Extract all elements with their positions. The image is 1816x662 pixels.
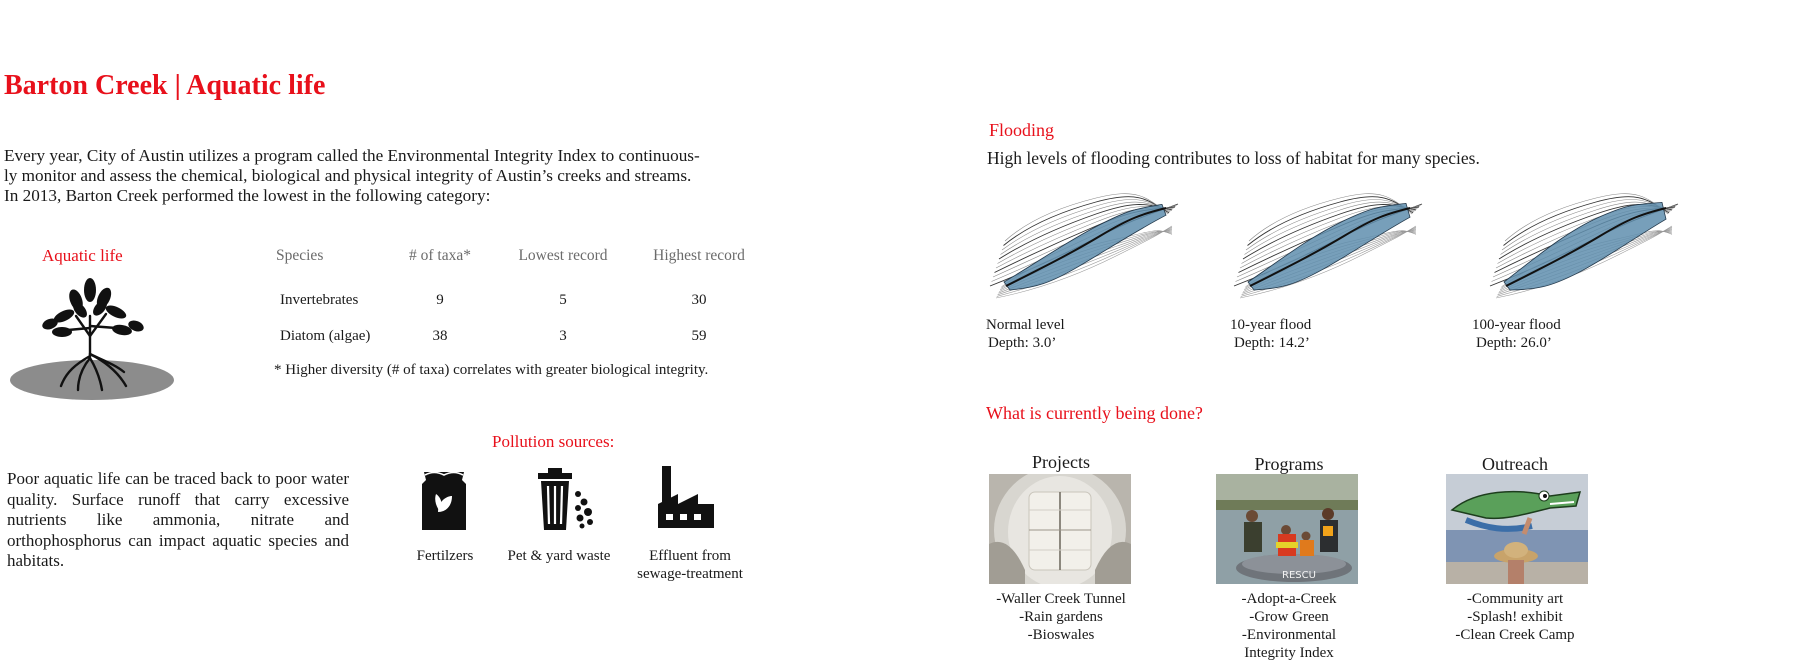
list-item: -Adopt-a-Creek bbox=[1241, 591, 1337, 607]
factory-icon bbox=[654, 464, 718, 534]
intro-paragraph bbox=[4, 146, 750, 186]
list-item: -Splash! exhibit bbox=[1467, 609, 1563, 625]
programs-photo bbox=[1216, 474, 1358, 584]
table-cell: Invertebrates bbox=[280, 292, 359, 308]
map-name: 10-year flood bbox=[1230, 317, 1312, 333]
list-item: -Bioswales bbox=[1027, 627, 1095, 643]
aquatic-life-label: Aquatic life bbox=[42, 246, 123, 265]
effluent-label bbox=[620, 547, 760, 583]
fertilizer-bag-icon bbox=[416, 466, 472, 536]
projects-list bbox=[988, 590, 1134, 644]
intro-line-3: In 2013, Barton Creek performed the lowest in the following category: bbox=[4, 186, 491, 205]
programs-heading: Programs bbox=[1254, 454, 1324, 474]
effluent-label-line-2: sewage-treatment bbox=[637, 566, 743, 582]
table-cell: Diatom (algae) bbox=[280, 328, 371, 344]
map-label-normal bbox=[986, 316, 1065, 352]
flooding-title: Flooding bbox=[989, 120, 1055, 140]
effluent-label-line-1: Effluent from bbox=[649, 548, 731, 564]
table-cell: 3 bbox=[559, 328, 567, 344]
table-footnote: * Higher diversity (# of taxa) correlates with greater biological integrity. bbox=[274, 362, 709, 378]
pollution-title: Pollution sources: bbox=[492, 432, 615, 451]
map-name: Normal level bbox=[986, 317, 1065, 333]
projects-photo bbox=[989, 474, 1131, 584]
table-header-highest: Highest record bbox=[653, 247, 745, 264]
map-depth: Depth: 3.0’ bbox=[988, 335, 1057, 351]
pet-yard-waste-label: Pet & yard waste bbox=[507, 548, 611, 564]
flood-map-normal bbox=[986, 186, 1182, 302]
outreach-photo bbox=[1446, 474, 1588, 584]
svg-text:RESCU: RESCU bbox=[1282, 570, 1316, 581]
fertilizer-label: Fertilzers bbox=[416, 548, 474, 564]
table-header-taxa: # of taxa* bbox=[409, 247, 471, 264]
flood-map-10-year bbox=[1230, 186, 1426, 302]
list-item: Integrity Index bbox=[1244, 645, 1334, 661]
list-item: -Environmental bbox=[1241, 627, 1337, 643]
table-header-lowest: Lowest record bbox=[518, 247, 608, 264]
table-cell: 59 bbox=[691, 328, 707, 344]
list-item: -Waller Creek Tunnel bbox=[996, 591, 1126, 607]
programs-list bbox=[1216, 590, 1362, 662]
map-depth: Depth: 14.2’ bbox=[1234, 335, 1310, 351]
map-depth: Depth: 26.0’ bbox=[1476, 335, 1552, 351]
list-item: -Rain gardens bbox=[1019, 609, 1103, 625]
table-header-species: Species bbox=[276, 247, 324, 264]
list-item: -Grow Green bbox=[1249, 609, 1329, 625]
mangrove-tree-icon bbox=[6, 276, 182, 406]
intro-line-2: ly monitor and assess the chemical, biological and physical integrity of Austin’s creeks and streams. bbox=[4, 166, 692, 185]
outreach-heading: Outreach bbox=[1482, 454, 1548, 474]
list-item: -Clean Creek Camp bbox=[1455, 627, 1575, 643]
map-name: 100-year flood bbox=[1472, 317, 1561, 333]
flood-map-100-year bbox=[1486, 186, 1682, 302]
map-label-100-year bbox=[1472, 316, 1561, 352]
poor-quality-paragraph: Poor aquatic life can be traced back to poor water quality. Surface runoff that carry excessive nutrients like ammonia, nitrate and orthophosphorus can impact aquatic species and habitats. bbox=[7, 469, 349, 570]
map-label-10-year bbox=[1230, 316, 1311, 352]
table-cell: 5 bbox=[559, 292, 567, 308]
table-cell: 9 bbox=[436, 292, 444, 308]
list-item: -Community art bbox=[1466, 591, 1564, 607]
table-cell: 30 bbox=[691, 292, 707, 308]
flooding-description: High levels of flooding contributes to loss of habitat for many species. bbox=[987, 148, 1480, 168]
trash-can-icon bbox=[532, 464, 604, 536]
flood-water-area bbox=[1248, 203, 1410, 290]
current-actions-title: What is currently being done? bbox=[986, 403, 1203, 423]
table-cell: 38 bbox=[432, 328, 448, 344]
page-title: Barton Creek | Aquatic life bbox=[4, 70, 326, 101]
intro-line-1: Every year, City of Austin utilizes a program called the Environmental Integrity Index to continuous- bbox=[4, 146, 700, 165]
projects-heading: Projects bbox=[1032, 452, 1090, 472]
outreach-list bbox=[1442, 590, 1588, 644]
